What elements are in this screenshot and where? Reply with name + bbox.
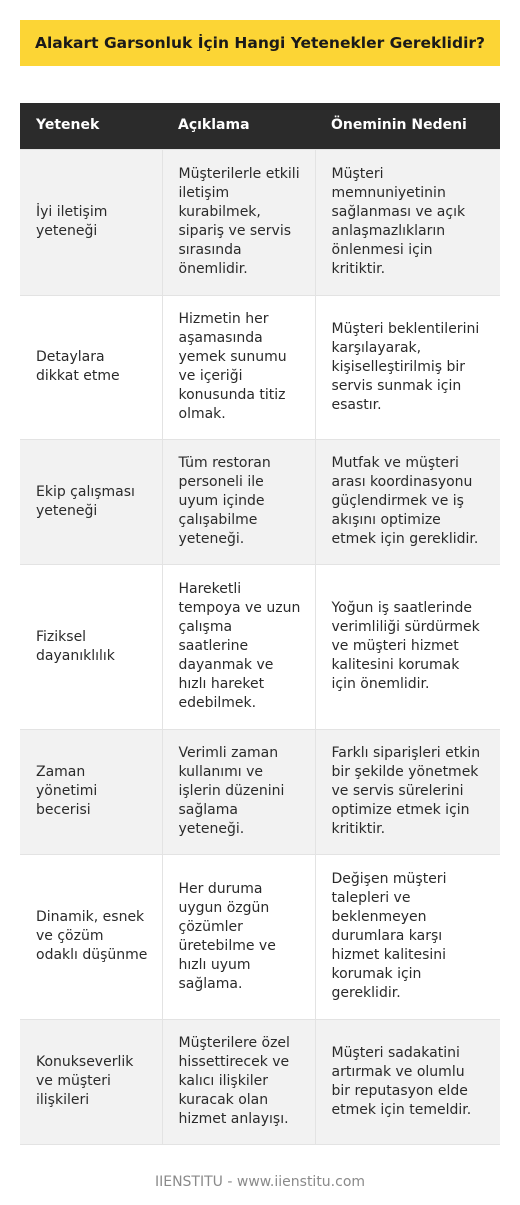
table-row (20, 564, 500, 729)
table-header-row (20, 103, 500, 149)
reason-cell: Müşteri sadakatini artırmak ve olumlu bir reputasyon elde etmek için temeldir. (315, 1019, 500, 1144)
reason-cell: Mutfak ve müşteri arası koordinasyonu güçlendirmek ve iş akışını optimize etmek için gereklidir. (315, 439, 500, 564)
column-header-skill: Yetenek (20, 103, 162, 149)
skill-cell: Dinamik, esnek ve çözüm odaklı düşünme (20, 854, 162, 1019)
reason-cell: Müşteri memnuniyetinin sağlanması ve açık anlaşmazlıkların önlenmesi için kritiktir. (315, 149, 500, 295)
description-cell: Müşterilere özel hissettirecek ve kalıcı ilişkiler kuracak olan hizmet anlayışı. (162, 1019, 315, 1144)
skill-cell: Fiziksel dayanıklılık (20, 564, 162, 729)
skill-cell: Konukseverlik ve müşteri ilişkileri (20, 1019, 162, 1144)
page-title: Alakart Garsonluk İçin Hangi Yetenekler Gereklidir? (20, 20, 500, 66)
skill-cell: Zaman yönetimi becerisi (20, 729, 162, 854)
skill-cell: Detaylara dikkat etme (20, 295, 162, 439)
table-row (20, 854, 500, 1019)
column-header-description: Açıklama (162, 103, 315, 149)
reason-cell: Yoğun iş saatlerinde verimliliği sürdürmek ve müşteri hizmet kalitesini korumak için önemlidir. (315, 564, 500, 729)
description-cell: Müşterilerle etkili iletişim kurabilmek, sipariş ve servis sırasında önemlidir. (162, 149, 315, 295)
skills-table (20, 103, 500, 1145)
description-cell: Hizmetin her aşamasında yemek sunumu ve içeriği konusunda titiz olmak. (162, 295, 315, 439)
description-cell: Her duruma uygun özgün çözümler üretebilme ve hızlı uyum sağlama. (162, 854, 315, 1019)
skill-cell: Ekip çalışması yeteneği (20, 439, 162, 564)
table-row (20, 1019, 500, 1144)
table-row (20, 439, 500, 564)
skill-cell: İyi iletişim yeteneği (20, 149, 162, 295)
reason-cell: Değişen müşteri talepleri ve beklenmeyen durumlara karşı hizmet kalitesini korumak için gereklidir. (315, 854, 500, 1019)
description-cell: Hareketli tempoya ve uzun çalışma saatlerine dayanmak ve hızlı hareket edebilmek. (162, 564, 315, 729)
table-row (20, 295, 500, 439)
table-row (20, 729, 500, 854)
description-cell: Tüm restoran personeli ile uyum içinde çalışabilme yeteneği. (162, 439, 315, 564)
reason-cell: Farklı siparişleri etkin bir şekilde yönetmek ve servis sürelerini optimize etmek için kritiktir. (315, 729, 500, 854)
reason-cell: Müşteri beklentilerini karşılayarak, kişiselleştirilmiş bir servis sunmak için esastır. (315, 295, 500, 439)
footer-credit: IIENSTITU - www.iienstitu.com (154, 1174, 366, 1190)
column-header-reason: Öneminin Nedeni (315, 103, 500, 149)
description-cell: Verimli zaman kullanımı ve işlerin düzenini sağlama yeteneği. (162, 729, 315, 854)
table-row (20, 149, 500, 295)
